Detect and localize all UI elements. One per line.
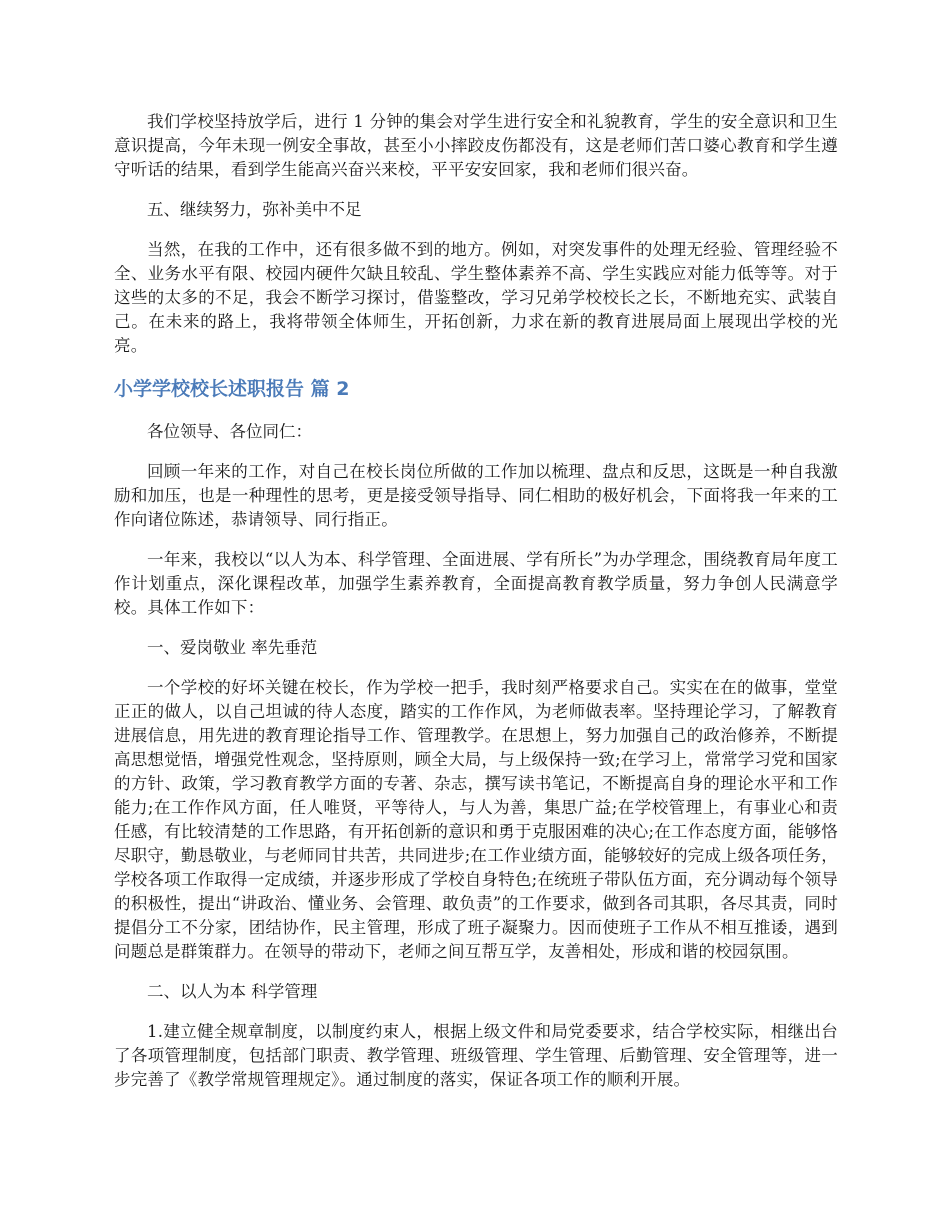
paragraph-shortcomings: 当然，在我的工作中，还有很多做不到的地方。例如，对突发事件的处理无经验、管理经验不全、业务水平有限、校园内硬件欠缺且较乱、学生整体素养不高、学生实践应对能力低等等。对于这些的太多的不足，我会不断学习探讨，借鉴整改，学习兄弟学校校长之长，不断地充实、武装自己。在未来的路上，我将带领全体师生，开拓创新，力求在新的教育进展局面上展现出学校的光亮。 — [114, 240, 838, 355]
paragraph-philosophy: 一年来，我校以“以人为本、科学管理、全面进展、学有所长”为办学理念，围绕教育局年度工作计划重点，深化课程改革，加强学生素养教育，全面提高教育教学质量，努力争创人民满意学校。具体工作如下： — [114, 550, 838, 617]
paragraph-safety-education: 我们学校坚持放学后，进行 1 分钟的集会对学生进行安全和礼貌教育，学生的安全意识和卫生意识提高，今年未现一例安全事故，甚至小小摔跤皮伤都没有，这是老师们苦口婆心教育和学生遵守听话的结果，看到学生能高兴奋兴来校，平平安安回家，我和老师们很兴奋。 — [114, 112, 838, 179]
subheading-dedication: 一、爱岗敬业 率先垂范 — [147, 638, 318, 657]
subheading-continue-efforts: 五、继续努力，弥补美中不足 — [147, 200, 362, 219]
section-title: 小学学校校长述职报告 篇 2 — [114, 378, 350, 400]
subheading-people-oriented: 二、以人为本 科学管理 — [147, 982, 318, 1001]
paragraph-leadership: 一个学校的好坏关键在校长，作为学校一把手，我时刻严格要求自己。实实在在的做事，堂堂正正的做人，以自己坦诚的待人态度，踏实的工作作风，为老师做表率。坚持理论学习，了解教育进展信息，用先进的教育理论指导工作、管理教学。在思想上，努力加强自己的政治修养，不断提高思想觉悟，增强党性观念，坚持原则，顾全大局，与上级保持一致;在学习上，常常学习党和国家的方针、政策，学习教育教学方面的专著、杂志，撰写读书笔记，不断提高自身的理论水平和工作能力;在工作作风方面，任人唯贤，平等待人，与人为善，集思广益;在学校管理上，有事业心和责任感，有比较清楚的工作思路，有开拓创新的意识和勇于克服困难的决心;在工作态度方面，能够恪尽职守，勤恳敬业，与老师同甘共苦，共同进步;在工作业绩方面，能够较好的完成上级各项任务，学校各项工作取得一定成绩，并逐步形成了学校自身特色;在统班子带队伍方面，充分调动每个领导的积极性，提出“讲政治、懂业务、会管理、敢负责”的工作要求，做到各司其职，各尽其责，同时提倡分工不分家，团结协作，民主管理，形成了班子凝聚力。因而使班子工作从不相互推诿，遇到问题总是群策群力。在领导的带动下，老师之间互帮互学，友善相处，形成和谐的校园氛围。 — [114, 678, 838, 961]
paragraph-regulations: 1.建立健全规章制度，以制度约束人，根据上级文件和局党委要求，结合学校实际，相继出台了各项管理制度，包括部门职责、教学管理、班级管理、学生管理、后勤管理、安全管理等，进一步完善了《教学常规管理规定》。通过制度的落实，保证各项工作的顺利开展。 — [114, 1022, 838, 1089]
greeting-line: 各位领导、各位同仁： — [147, 422, 312, 441]
paragraph-review: 回顾一年来的工作，对自己在校长岗位所做的工作加以梳理、盘点和反思，这既是一种自我激励和加压，也是一种理性的思考，更是接受领导指导、同仁相助的极好机会，下面将我一年来的工作向诸位陈述，恭请领导、同行指正。 — [114, 462, 838, 529]
